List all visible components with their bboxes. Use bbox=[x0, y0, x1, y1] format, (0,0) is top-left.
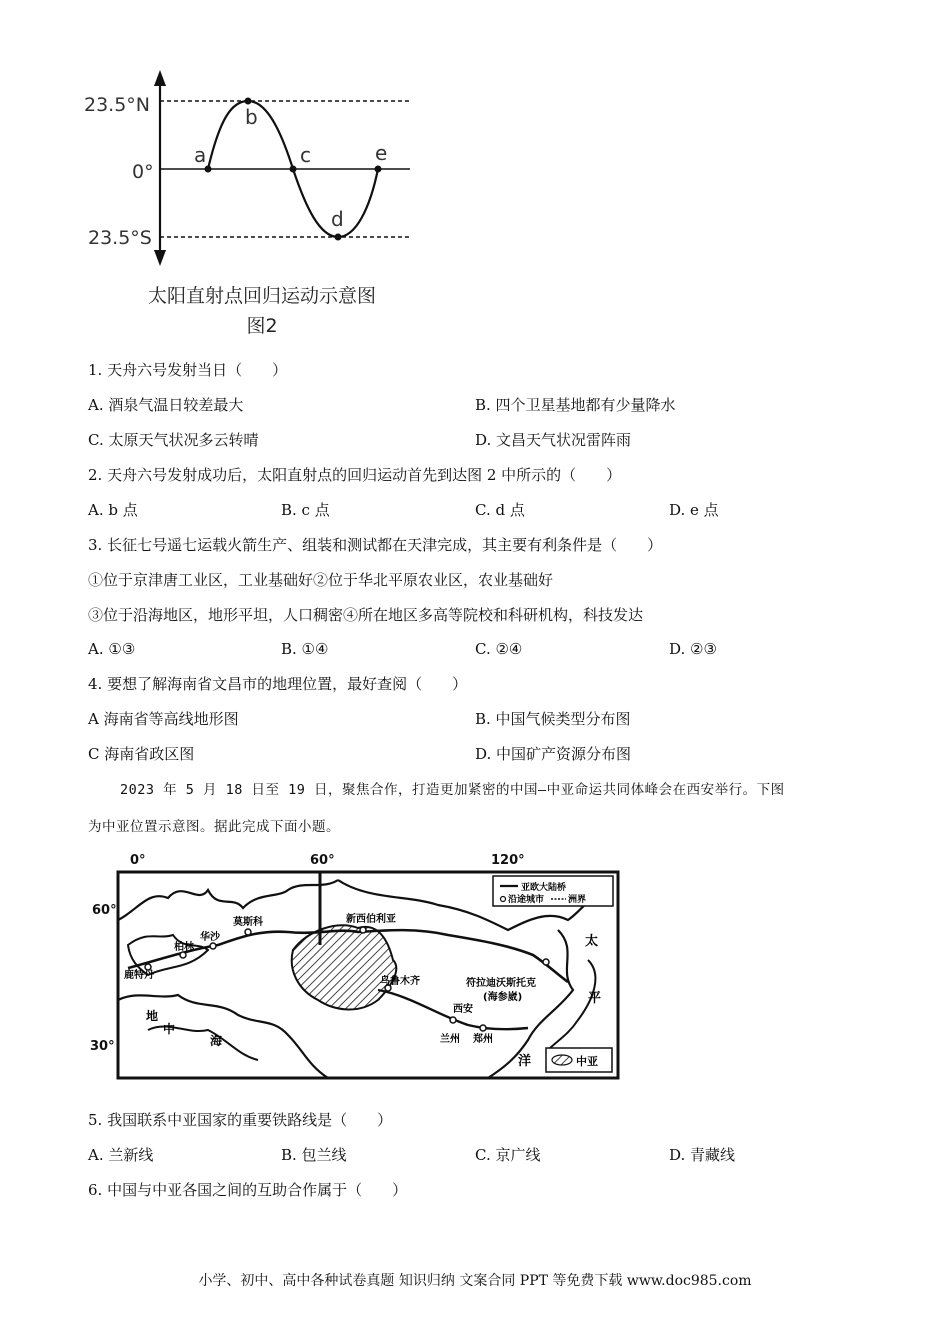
place-moscow: 莫斯科 bbox=[233, 917, 263, 928]
q2-option-c[interactable]: C. d 点 bbox=[475, 501, 525, 519]
q5-option-a[interactable]: A. 兰新线 bbox=[88, 1146, 154, 1164]
place-novosibirsk: 新西伯利亚 bbox=[346, 914, 396, 925]
place-zhengzhou: 郑州 bbox=[473, 1034, 493, 1045]
q3-statement-2: ③位于沿海地区，地形平坦，人口稠密④所在地区多高等院校和科研机构，科技发达 bbox=[88, 606, 644, 624]
question-5-stem: 5. 我国联系中亚国家的重要铁路线是（ ） bbox=[88, 1111, 393, 1129]
label-south: 23.5°S bbox=[88, 227, 152, 249]
label-d: d bbox=[331, 207, 344, 231]
place-haishenwai: (海参崴) bbox=[483, 992, 523, 1003]
q3-option-a[interactable]: A. ①③ bbox=[88, 640, 136, 658]
q4-option-d[interactable]: D. 中国矿产资源分布图 bbox=[475, 745, 632, 763]
map-lon-120: 120° bbox=[491, 853, 525, 868]
place-hai: 海 bbox=[210, 1034, 223, 1048]
question-2-stem: 2. 天舟六号发射成功后，太阳直射点的回归运动首先到达图 2 中所示的（ ） bbox=[88, 466, 622, 484]
place-vladivostok: 符拉迪沃斯托克 bbox=[466, 978, 536, 989]
label-c: c bbox=[300, 143, 311, 167]
q2-option-b[interactable]: B. c 点 bbox=[281, 501, 330, 519]
legend-border: 洲界 bbox=[568, 895, 587, 905]
figure2-caption-number: 图2 bbox=[246, 315, 278, 337]
question-4-stem: 4. 要想了解海南省文昌市的地理位置，最好查阅（ ） bbox=[88, 675, 468, 693]
q1-option-a[interactable]: A. 酒泉气温日较差最大 bbox=[88, 396, 244, 414]
place-zhong: 中 bbox=[163, 1022, 176, 1036]
q1-option-b[interactable]: B. 四个卫星基地都有少量降水 bbox=[475, 396, 676, 414]
passage-line-2: 为中亚位置示意图。据此完成下面小题。 bbox=[88, 819, 340, 835]
map-lon-0: 0° bbox=[130, 853, 146, 868]
label-equator: 0° bbox=[132, 161, 154, 183]
place-xian: 西安 bbox=[453, 1004, 473, 1015]
label-e: e bbox=[375, 141, 388, 165]
q5-option-c[interactable]: C. 京广线 bbox=[475, 1146, 541, 1164]
place-ping: 平 bbox=[588, 991, 602, 1006]
legend-rail: 亚欧大陆桥 bbox=[521, 883, 567, 893]
place-warsaw: 华沙 bbox=[200, 932, 220, 943]
figure2-caption-title: 太阳直射点回归运动示意图 bbox=[147, 285, 376, 307]
passage-line-1: 2023 年 5 月 18 日至 19 日，聚焦合作，打造更加紧密的中国—中亚命运共同体峰会在西安举行。下图 bbox=[120, 782, 785, 798]
legend-city: 沿途城市 bbox=[508, 895, 545, 905]
map-lon-60: 60° bbox=[310, 853, 335, 868]
q1-option-c[interactable]: C. 太原天气状况多云转晴 bbox=[88, 431, 259, 449]
page-footer: 小学、初中、高中各种试卷真题 知识归纳 文案合同 PPT 等免费下载 www.doc985.com bbox=[198, 1273, 752, 1289]
figure2-diagram bbox=[80, 68, 420, 273]
q4-option-a[interactable]: A 海南省等高线地形图 bbox=[88, 710, 239, 728]
map-lat-30: 30° bbox=[90, 1039, 115, 1054]
question-6-stem: 6. 中国与中亚各国之间的互助合作属于（ ） bbox=[88, 1181, 408, 1199]
map-lat-60: 60° bbox=[92, 903, 117, 918]
place-berlin: 柏林 bbox=[174, 942, 194, 953]
q5-option-d[interactable]: D. 青藏线 bbox=[669, 1146, 736, 1164]
label-b: b bbox=[245, 105, 258, 129]
q4-option-b[interactable]: B. 中国气候类型分布图 bbox=[475, 710, 631, 728]
q4-option-c[interactable]: C 海南省政区图 bbox=[88, 745, 195, 763]
place-lanzhou: 兰州 bbox=[440, 1034, 460, 1045]
place-di: 地 bbox=[146, 1009, 159, 1023]
place-urumqi: 乌鲁木齐 bbox=[380, 976, 420, 987]
q1-option-d[interactable]: D. 文昌天气状况雷阵雨 bbox=[475, 431, 632, 449]
place-yang: 洋 bbox=[518, 1054, 532, 1069]
label-a: a bbox=[194, 143, 207, 167]
q3-statement-1: ①位于京津唐工业区，工业基础好②位于华北平原农业区，农业基础好 bbox=[88, 571, 554, 589]
legend-central-asia: 中亚 bbox=[576, 1055, 598, 1068]
label-north: 23.5°N bbox=[84, 94, 151, 116]
q2-option-a[interactable]: A. b 点 bbox=[88, 501, 138, 519]
q5-option-b[interactable]: B. 包兰线 bbox=[281, 1146, 347, 1164]
q3-option-c[interactable]: C. ②④ bbox=[475, 640, 523, 658]
q3-option-d[interactable]: D. ②③ bbox=[669, 640, 717, 658]
central-asia-map bbox=[88, 850, 623, 1090]
question-3-stem: 3. 长征七号遥七运载火箭生产、组装和测试都在天津完成，其主要有利条件是（ ） bbox=[88, 536, 663, 554]
place-tai: 太 bbox=[585, 934, 599, 949]
question-1-stem: 1. 天舟六号发射当日（ ） bbox=[88, 361, 288, 379]
q3-option-b[interactable]: B. ①④ bbox=[281, 640, 329, 658]
q2-option-d[interactable]: D. e 点 bbox=[669, 501, 719, 519]
place-rotterdam: 鹿特丹 bbox=[124, 970, 154, 981]
